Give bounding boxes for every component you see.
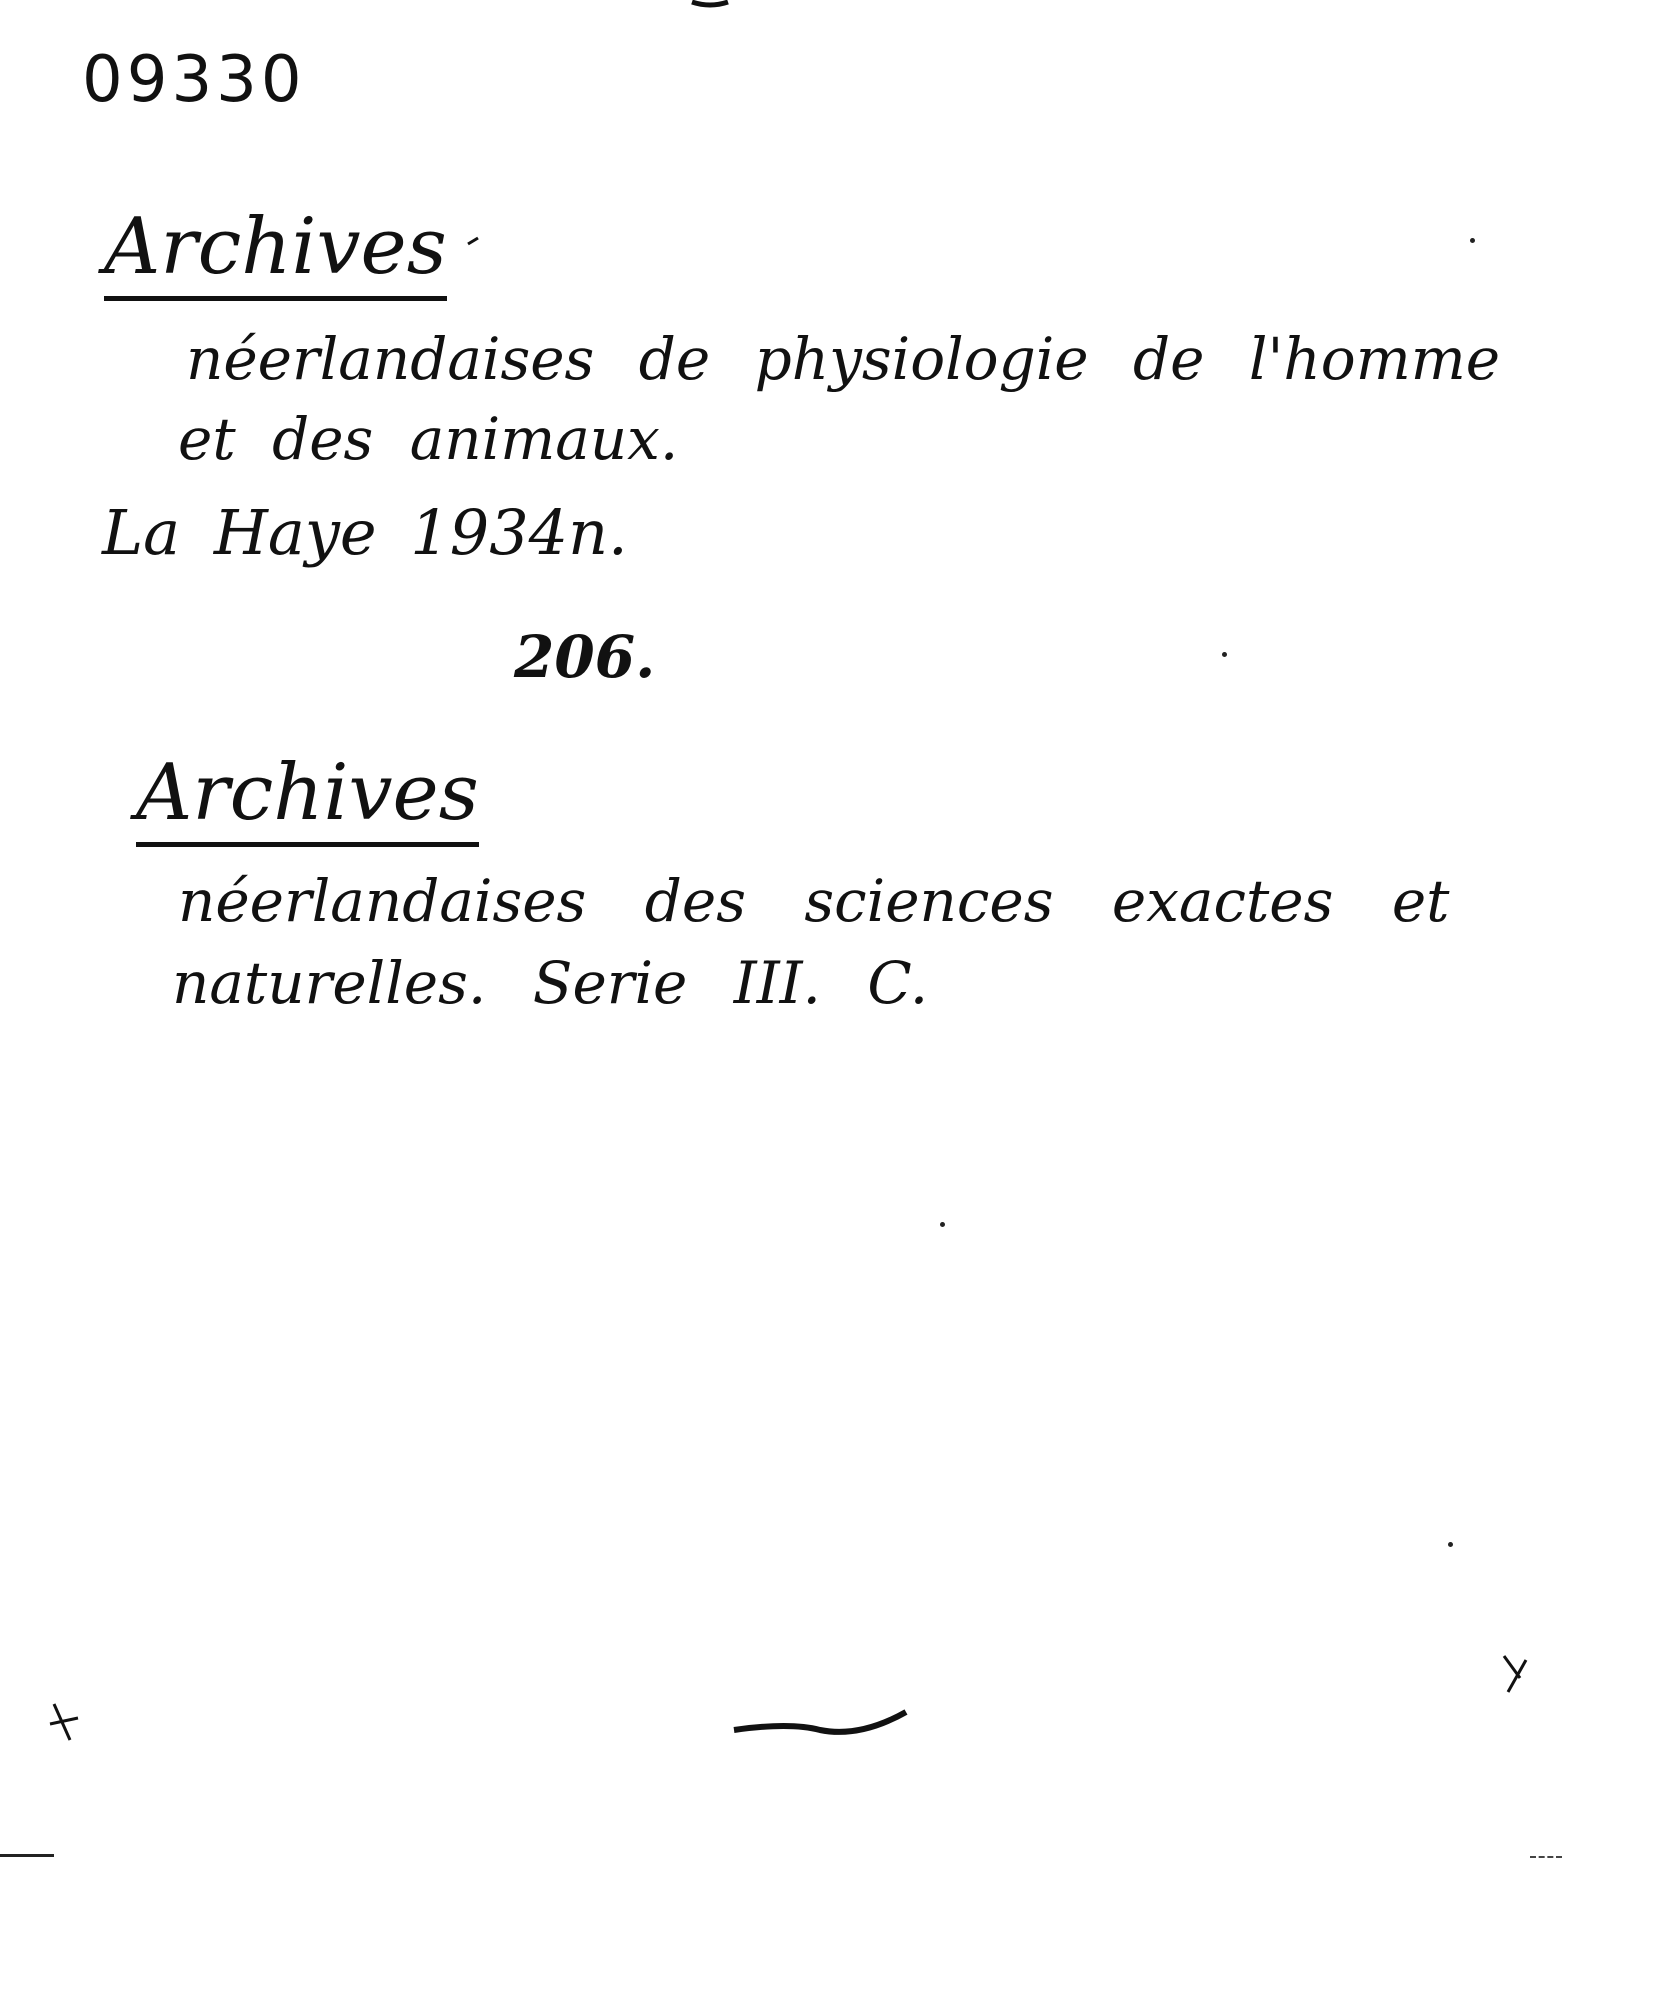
tick-mark: [466, 236, 480, 246]
speck: [1222, 652, 1227, 657]
left-edge-line: [0, 1854, 54, 1857]
entry-place-date: La Haye 1934n.: [102, 496, 628, 569]
catalog-number: 09330: [82, 43, 306, 117]
corner-x-mark-right: [1498, 1652, 1534, 1696]
top-edge-mark: [690, 0, 730, 8]
entry-title-line: néerlandaises des sciences exactes et: [178, 867, 1450, 935]
entry-title-line: et des animaux.: [178, 405, 679, 473]
entry-title-line: néerlandaises de physiologie de l'homme: [186, 325, 1501, 393]
entry-title-line: naturelles. Serie III. C.: [172, 949, 929, 1017]
pen-stroke-mark: [730, 1704, 910, 1744]
speck: [940, 1222, 945, 1227]
entry-volume: 206.: [514, 623, 656, 691]
corner-x-mark-left: [44, 1700, 84, 1744]
speck: [1448, 1542, 1453, 1547]
entry-heading: Archives: [136, 754, 479, 847]
right-edge-dash: [1530, 1856, 1562, 1858]
speck: [1470, 238, 1475, 243]
entry-heading: Archives: [104, 208, 447, 301]
